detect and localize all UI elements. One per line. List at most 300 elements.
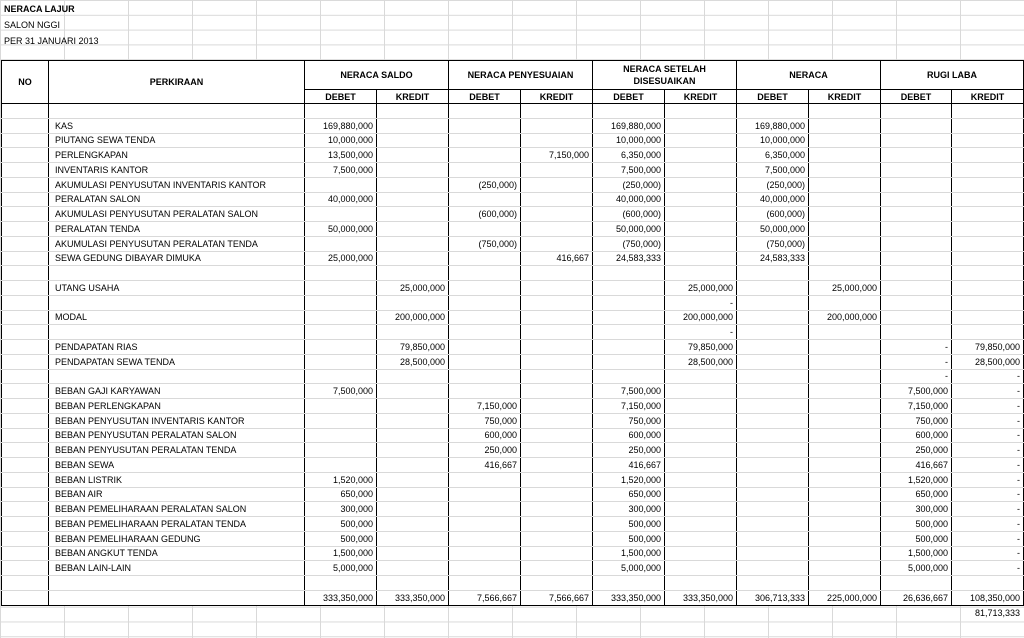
- cell-amount[interactable]: [737, 561, 809, 576]
- cell-amount[interactable]: [305, 295, 377, 310]
- cell-amount[interactable]: -: [881, 340, 952, 355]
- cell-amount[interactable]: [737, 413, 809, 428]
- cell-no[interactable]: [2, 561, 49, 576]
- cell-account[interactable]: INVENTARIS KANTOR: [49, 163, 305, 178]
- cell-amount[interactable]: [449, 325, 521, 340]
- cell-amount[interactable]: 6,350,000: [593, 148, 665, 163]
- cell-amount[interactable]: 1,500,000: [305, 546, 377, 561]
- total-amount[interactable]: 108,350,000: [952, 590, 1024, 605]
- cell-amount[interactable]: [377, 458, 449, 473]
- cell-amount[interactable]: 25,000,000: [305, 251, 377, 266]
- cell-amount[interactable]: [881, 266, 952, 281]
- cell-amount[interactable]: [881, 207, 952, 222]
- cell-amount[interactable]: [305, 399, 377, 414]
- cell-amount[interactable]: 10,000,000: [305, 133, 377, 148]
- cell-amount[interactable]: [881, 192, 952, 207]
- cell-amount[interactable]: 500,000: [593, 517, 665, 532]
- cell-amount[interactable]: [593, 325, 665, 340]
- cell-amount[interactable]: [665, 266, 737, 281]
- cell-amount[interactable]: [593, 340, 665, 355]
- cell-amount[interactable]: [593, 369, 665, 384]
- cell-amount[interactable]: -: [952, 546, 1024, 561]
- cell-amount[interactable]: 169,880,000: [593, 118, 665, 133]
- cell-amount[interactable]: [377, 502, 449, 517]
- cell-amount[interactable]: [952, 133, 1024, 148]
- cell-amount[interactable]: [809, 576, 881, 591]
- cell-amount[interactable]: 500,000: [305, 531, 377, 546]
- total-amount[interactable]: 7,566,667: [449, 590, 521, 605]
- cell-amount[interactable]: [305, 428, 377, 443]
- cell-amount[interactable]: 650,000: [305, 487, 377, 502]
- total-amount[interactable]: 333,350,000: [593, 590, 665, 605]
- cell-no[interactable]: [2, 236, 49, 251]
- cell-amount[interactable]: [521, 192, 593, 207]
- cell-amount[interactable]: [737, 443, 809, 458]
- sub-header-debet[interactable]: DEBET: [737, 90, 809, 104]
- cell-amount[interactable]: 25,000,000: [665, 281, 737, 296]
- cell-amount[interactable]: [952, 281, 1024, 296]
- cell-amount[interactable]: [952, 177, 1024, 192]
- cell-amount[interactable]: [809, 561, 881, 576]
- cell-amount[interactable]: 7,150,000: [449, 399, 521, 414]
- group-header-rugi-laba[interactable]: RUGI LABA: [881, 61, 1024, 90]
- cell-amount[interactable]: [809, 340, 881, 355]
- cell-amount[interactable]: 200,000,000: [377, 310, 449, 325]
- cell-account[interactable]: AKUMULASI PENYUSUTAN INVENTARIS KANTOR: [49, 177, 305, 192]
- cell-amount[interactable]: [521, 163, 593, 178]
- cell-amount[interactable]: [881, 325, 952, 340]
- cell-amount[interactable]: [809, 207, 881, 222]
- cell-no[interactable]: [2, 502, 49, 517]
- cell-amount[interactable]: [305, 266, 377, 281]
- cell-amount[interactable]: 7,500,000: [305, 384, 377, 399]
- cell-amount[interactable]: [521, 487, 593, 502]
- cell-amount[interactable]: 300,000: [593, 502, 665, 517]
- cell-amount[interactable]: [305, 207, 377, 222]
- cell-account[interactable]: PENDAPATAN RIAS: [49, 340, 305, 355]
- cell-amount[interactable]: [737, 340, 809, 355]
- cell-amount[interactable]: [521, 472, 593, 487]
- cell-amount[interactable]: [377, 531, 449, 546]
- cell-amount[interactable]: [521, 207, 593, 222]
- cell-amount[interactable]: 7,150,000: [521, 148, 593, 163]
- cell-amount[interactable]: [665, 502, 737, 517]
- cell-account[interactable]: BEBAN PEMELIHARAAN PERALATAN SALON: [49, 502, 305, 517]
- cell-amount[interactable]: [665, 576, 737, 591]
- cell-no[interactable]: [2, 295, 49, 310]
- cell-amount[interactable]: [665, 369, 737, 384]
- cell-no[interactable]: [2, 458, 49, 473]
- cell-amount[interactable]: [521, 369, 593, 384]
- group-header-neraca[interactable]: NERACA: [737, 61, 881, 90]
- cell-account[interactable]: BEBAN LISTRIK: [49, 472, 305, 487]
- cell-amount[interactable]: -: [952, 428, 1024, 443]
- group-header-neraca-saldo[interactable]: NERACA SALDO: [305, 61, 449, 90]
- cell-amount[interactable]: [521, 458, 593, 473]
- total-amount[interactable]: 333,350,000: [665, 590, 737, 605]
- cell-amount[interactable]: 7,150,000: [593, 399, 665, 414]
- cell-account[interactable]: AKUMULASI PENYUSUTAN PERALATAN SALON: [49, 207, 305, 222]
- cell-amount[interactable]: (250,000): [737, 177, 809, 192]
- sub-header-debet[interactable]: DEBET: [593, 90, 665, 104]
- cell-amount[interactable]: [521, 340, 593, 355]
- sub-header-kredit[interactable]: KREDIT: [665, 90, 737, 104]
- cell-amount[interactable]: [737, 546, 809, 561]
- cell-account[interactable]: BEBAN PENYUSUTAN PERALATAN TENDA: [49, 443, 305, 458]
- cell-amount[interactable]: [665, 148, 737, 163]
- cell-amount[interactable]: [809, 472, 881, 487]
- cell-amount[interactable]: [665, 443, 737, 458]
- cell-amount[interactable]: [521, 443, 593, 458]
- col-header-no[interactable]: NO: [2, 61, 49, 104]
- cell-amount[interactable]: 40,000,000: [593, 192, 665, 207]
- cell-no[interactable]: [2, 104, 49, 119]
- cell-amount[interactable]: [521, 502, 593, 517]
- cell-amount[interactable]: 7,500,000: [305, 163, 377, 178]
- cell-amount[interactable]: [665, 192, 737, 207]
- cell-amount[interactable]: 24,583,333: [737, 251, 809, 266]
- cell-amount[interactable]: -: [952, 502, 1024, 517]
- cell-amount[interactable]: [665, 458, 737, 473]
- cell-no[interactable]: [2, 354, 49, 369]
- laba-bersih-value[interactable]: 81,713,333: [974, 608, 1020, 618]
- cell-account[interactable]: [49, 295, 305, 310]
- cell-amount[interactable]: [377, 148, 449, 163]
- cell-amount[interactable]: 500,000: [305, 517, 377, 532]
- cell-amount[interactable]: (750,000): [449, 236, 521, 251]
- cell-amount[interactable]: 650,000: [881, 487, 952, 502]
- cell-amount[interactable]: [521, 118, 593, 133]
- cell-amount[interactable]: [665, 207, 737, 222]
- cell-amount[interactable]: 169,880,000: [305, 118, 377, 133]
- cell-amount[interactable]: [305, 443, 377, 458]
- cell-amount[interactable]: [377, 546, 449, 561]
- cell-amount[interactable]: [521, 310, 593, 325]
- cell-amount[interactable]: [305, 281, 377, 296]
- cell-amount[interactable]: [737, 531, 809, 546]
- cell-amount[interactable]: [377, 207, 449, 222]
- cell-amount[interactable]: [305, 413, 377, 428]
- sub-header-kredit[interactable]: KREDIT: [521, 90, 593, 104]
- cell-amount[interactable]: 750,000: [449, 413, 521, 428]
- cell-amount[interactable]: [809, 133, 881, 148]
- cell-amount[interactable]: [521, 133, 593, 148]
- cell-amount[interactable]: [521, 354, 593, 369]
- cell-account[interactable]: UTANG USAHA: [49, 281, 305, 296]
- cell-amount[interactable]: [521, 325, 593, 340]
- cell-amount[interactable]: 250,000: [593, 443, 665, 458]
- cell-amount[interactable]: [665, 251, 737, 266]
- cell-amount[interactable]: -: [952, 472, 1024, 487]
- cell-amount[interactable]: [952, 325, 1024, 340]
- cell-amount[interactable]: [449, 148, 521, 163]
- cell-amount[interactable]: 500,000: [593, 531, 665, 546]
- cell-amount[interactable]: 50,000,000: [737, 222, 809, 237]
- cell-amount[interactable]: [809, 104, 881, 119]
- cell-account[interactable]: PERALATAN TENDA: [49, 222, 305, 237]
- cell-no[interactable]: [2, 517, 49, 532]
- cell-amount[interactable]: 40,000,000: [737, 192, 809, 207]
- cell-amount[interactable]: [809, 531, 881, 546]
- cell-amount[interactable]: [881, 118, 952, 133]
- cell-no[interactable]: [2, 310, 49, 325]
- cell-amount[interactable]: [665, 561, 737, 576]
- total-label-cell[interactable]: [49, 590, 305, 605]
- cell-amount[interactable]: [809, 487, 881, 502]
- cell-amount[interactable]: [377, 443, 449, 458]
- cell-amount[interactable]: 500,000: [881, 517, 952, 532]
- cell-amount[interactable]: 6,350,000: [737, 148, 809, 163]
- cell-amount[interactable]: [305, 340, 377, 355]
- cell-no[interactable]: [2, 340, 49, 355]
- cell-amount[interactable]: 300,000: [305, 502, 377, 517]
- cell-amount[interactable]: [377, 104, 449, 119]
- cell-amount[interactable]: [449, 576, 521, 591]
- cell-amount[interactable]: 79,850,000: [377, 340, 449, 355]
- cell-amount[interactable]: [809, 251, 881, 266]
- cell-amount[interactable]: [737, 399, 809, 414]
- cell-account[interactable]: BEBAN PENYUSUTAN PERALATAN SALON: [49, 428, 305, 443]
- cell-amount[interactable]: [809, 384, 881, 399]
- cell-amount[interactable]: [809, 502, 881, 517]
- cell-amount[interactable]: [377, 236, 449, 251]
- cell-amount[interactable]: [809, 236, 881, 251]
- cell-amount[interactable]: 28,500,000: [665, 354, 737, 369]
- cell-amount[interactable]: (250,000): [449, 177, 521, 192]
- cell-no[interactable]: [2, 148, 49, 163]
- cell-amount[interactable]: 24,583,333: [593, 251, 665, 266]
- cell-amount[interactable]: [521, 384, 593, 399]
- cell-amount[interactable]: [449, 192, 521, 207]
- total-amount[interactable]: 306,713,333: [737, 590, 809, 605]
- cell-amount[interactable]: [521, 399, 593, 414]
- cell-amount[interactable]: [521, 428, 593, 443]
- cell-amount[interactable]: [377, 133, 449, 148]
- cell-no[interactable]: [2, 472, 49, 487]
- cell-amount[interactable]: [881, 177, 952, 192]
- cell-amount[interactable]: (600,000): [449, 207, 521, 222]
- cell-amount[interactable]: [449, 517, 521, 532]
- cell-amount[interactable]: -: [952, 443, 1024, 458]
- cell-amount[interactable]: (750,000): [593, 236, 665, 251]
- sub-header-kredit[interactable]: KREDIT: [809, 90, 881, 104]
- cell-amount[interactable]: [881, 576, 952, 591]
- cell-amount[interactable]: -: [952, 399, 1024, 414]
- cell-amount[interactable]: [521, 413, 593, 428]
- col-header-perkiraan[interactable]: PERKIRAAN: [49, 61, 305, 104]
- cell-amount[interactable]: 169,880,000: [737, 118, 809, 133]
- cell-amount[interactable]: [737, 576, 809, 591]
- cell-amount[interactable]: [377, 118, 449, 133]
- cell-amount[interactable]: [305, 369, 377, 384]
- cell-amount[interactable]: [737, 104, 809, 119]
- cell-account[interactable]: PERLENGKAPAN: [49, 148, 305, 163]
- cell-no[interactable]: [2, 413, 49, 428]
- cell-account[interactable]: BEBAN SEWA: [49, 458, 305, 473]
- cell-amount[interactable]: [665, 546, 737, 561]
- cell-amount[interactable]: [881, 295, 952, 310]
- cell-amount[interactable]: [521, 104, 593, 119]
- cell-amount[interactable]: (750,000): [737, 236, 809, 251]
- cell-amount[interactable]: [449, 369, 521, 384]
- cell-amount[interactable]: [449, 310, 521, 325]
- group-header-neraca-penyesuaian[interactable]: NERACA PENYESUAIAN: [449, 61, 593, 90]
- cell-amount[interactable]: [737, 458, 809, 473]
- cell-amount[interactable]: [521, 236, 593, 251]
- cell-amount[interactable]: [305, 458, 377, 473]
- cell-amount[interactable]: [377, 399, 449, 414]
- total-amount[interactable]: 333,350,000: [377, 590, 449, 605]
- cell-amount[interactable]: [665, 487, 737, 502]
- cell-no[interactable]: [2, 251, 49, 266]
- cell-amount[interactable]: [521, 561, 593, 576]
- cell-amount[interactable]: [881, 148, 952, 163]
- cell-amount[interactable]: [952, 104, 1024, 119]
- cell-amount[interactable]: (600,000): [737, 207, 809, 222]
- cell-amount[interactable]: [881, 133, 952, 148]
- cell-amount[interactable]: 25,000,000: [377, 281, 449, 296]
- cell-amount[interactable]: [521, 517, 593, 532]
- cell-amount[interactable]: [737, 281, 809, 296]
- cell-amount[interactable]: [593, 295, 665, 310]
- cell-amount[interactable]: [952, 192, 1024, 207]
- cell-amount[interactable]: [521, 222, 593, 237]
- sub-header-kredit[interactable]: KREDIT: [952, 90, 1024, 104]
- cell-amount[interactable]: [593, 266, 665, 281]
- cell-no[interactable]: [2, 531, 49, 546]
- cell-amount[interactable]: [665, 399, 737, 414]
- cell-amount[interactable]: 650,000: [593, 487, 665, 502]
- cell-amount[interactable]: [952, 163, 1024, 178]
- cell-account[interactable]: KAS: [49, 118, 305, 133]
- cell-amount[interactable]: [952, 266, 1024, 281]
- cell-amount[interactable]: [305, 576, 377, 591]
- cell-amount[interactable]: [377, 295, 449, 310]
- cell-amount[interactable]: [737, 325, 809, 340]
- cell-amount[interactable]: [809, 443, 881, 458]
- cell-amount[interactable]: 200,000,000: [665, 310, 737, 325]
- cell-amount[interactable]: [665, 104, 737, 119]
- cell-no[interactable]: [2, 118, 49, 133]
- cell-account[interactable]: [49, 325, 305, 340]
- cell-no[interactable]: [2, 281, 49, 296]
- cell-no[interactable]: [2, 443, 49, 458]
- cell-amount[interactable]: [377, 517, 449, 532]
- cell-amount[interactable]: 500,000: [881, 531, 952, 546]
- cell-amount[interactable]: [881, 163, 952, 178]
- cell-no[interactable]: [2, 133, 49, 148]
- cell-amount[interactable]: [521, 177, 593, 192]
- cell-amount[interactable]: -: [952, 369, 1024, 384]
- cell-amount[interactable]: 1,500,000: [881, 546, 952, 561]
- cell-amount[interactable]: 25,000,000: [809, 281, 881, 296]
- cell-amount[interactable]: [449, 281, 521, 296]
- cell-amount[interactable]: [593, 354, 665, 369]
- cell-amount[interactable]: [377, 472, 449, 487]
- cell-amount[interactable]: (250,000): [593, 177, 665, 192]
- cell-account[interactable]: BEBAN PEMELIHARAAN GEDUNG: [49, 531, 305, 546]
- cell-amount[interactable]: 600,000: [881, 428, 952, 443]
- cell-no[interactable]: [2, 399, 49, 414]
- cell-amount[interactable]: [377, 325, 449, 340]
- cell-amount[interactable]: 50,000,000: [305, 222, 377, 237]
- cell-amount[interactable]: 50,000,000: [593, 222, 665, 237]
- cell-amount[interactable]: -: [952, 531, 1024, 546]
- cell-amount[interactable]: [952, 576, 1024, 591]
- cell-amount[interactable]: [809, 163, 881, 178]
- cell-amount[interactable]: [881, 281, 952, 296]
- cell-account[interactable]: [49, 266, 305, 281]
- cell-amount[interactable]: -: [952, 384, 1024, 399]
- cell-account[interactable]: [49, 576, 305, 591]
- cell-amount[interactable]: [449, 384, 521, 399]
- cell-amount[interactable]: [737, 369, 809, 384]
- cell-amount[interactable]: [881, 236, 952, 251]
- cell-amount[interactable]: [521, 266, 593, 281]
- cell-amount[interactable]: 416,667: [449, 458, 521, 473]
- cell-amount[interactable]: [521, 531, 593, 546]
- cell-amount[interactable]: [449, 163, 521, 178]
- cell-amount[interactable]: 40,000,000: [305, 192, 377, 207]
- cell-amount[interactable]: [377, 561, 449, 576]
- cell-amount[interactable]: [952, 118, 1024, 133]
- cell-amount[interactable]: [809, 118, 881, 133]
- cell-amount[interactable]: [737, 428, 809, 443]
- cell-amount[interactable]: [449, 251, 521, 266]
- cell-amount[interactable]: [952, 148, 1024, 163]
- cell-amount[interactable]: 7,500,000: [593, 163, 665, 178]
- cell-amount[interactable]: [377, 413, 449, 428]
- cell-amount[interactable]: [449, 472, 521, 487]
- cell-amount[interactable]: [809, 148, 881, 163]
- cell-amount[interactable]: [521, 281, 593, 296]
- cell-account[interactable]: BEBAN PEMELIHARAAN PERALATAN TENDA: [49, 517, 305, 532]
- cell-amount[interactable]: [737, 310, 809, 325]
- cell-amount[interactable]: [377, 369, 449, 384]
- cell-amount[interactable]: -: [952, 413, 1024, 428]
- cell-no[interactable]: [2, 163, 49, 178]
- cell-amount[interactable]: 7,500,000: [593, 384, 665, 399]
- cell-amount[interactable]: [521, 546, 593, 561]
- cell-amount[interactable]: [665, 133, 737, 148]
- cell-amount[interactable]: [593, 576, 665, 591]
- cell-amount[interactable]: [809, 177, 881, 192]
- cell-amount[interactable]: [952, 207, 1024, 222]
- cell-amount[interactable]: [449, 104, 521, 119]
- cell-no[interactable]: [2, 546, 49, 561]
- cell-amount[interactable]: [593, 104, 665, 119]
- cell-amount[interactable]: 250,000: [449, 443, 521, 458]
- cell-amount[interactable]: -: [952, 517, 1024, 532]
- cell-amount[interactable]: 7,150,000: [881, 399, 952, 414]
- cell-amount[interactable]: [449, 531, 521, 546]
- cell-amount[interactable]: [737, 384, 809, 399]
- cell-amount[interactable]: 300,000: [881, 502, 952, 517]
- cell-amount[interactable]: 250,000: [881, 443, 952, 458]
- cell-amount[interactable]: [881, 251, 952, 266]
- cell-amount[interactable]: -: [665, 295, 737, 310]
- cell-amount[interactable]: [449, 354, 521, 369]
- cell-amount[interactable]: [952, 222, 1024, 237]
- cell-no[interactable]: [2, 192, 49, 207]
- cell-account[interactable]: SEWA GEDUNG DIBAYAR DIMUKA: [49, 251, 305, 266]
- cell-amount[interactable]: 7,500,000: [881, 384, 952, 399]
- cell-amount[interactable]: [377, 192, 449, 207]
- cell-no[interactable]: [2, 266, 49, 281]
- cell-amount[interactable]: [665, 177, 737, 192]
- cell-amount[interactable]: [809, 295, 881, 310]
- cell-amount[interactable]: 416,667: [593, 458, 665, 473]
